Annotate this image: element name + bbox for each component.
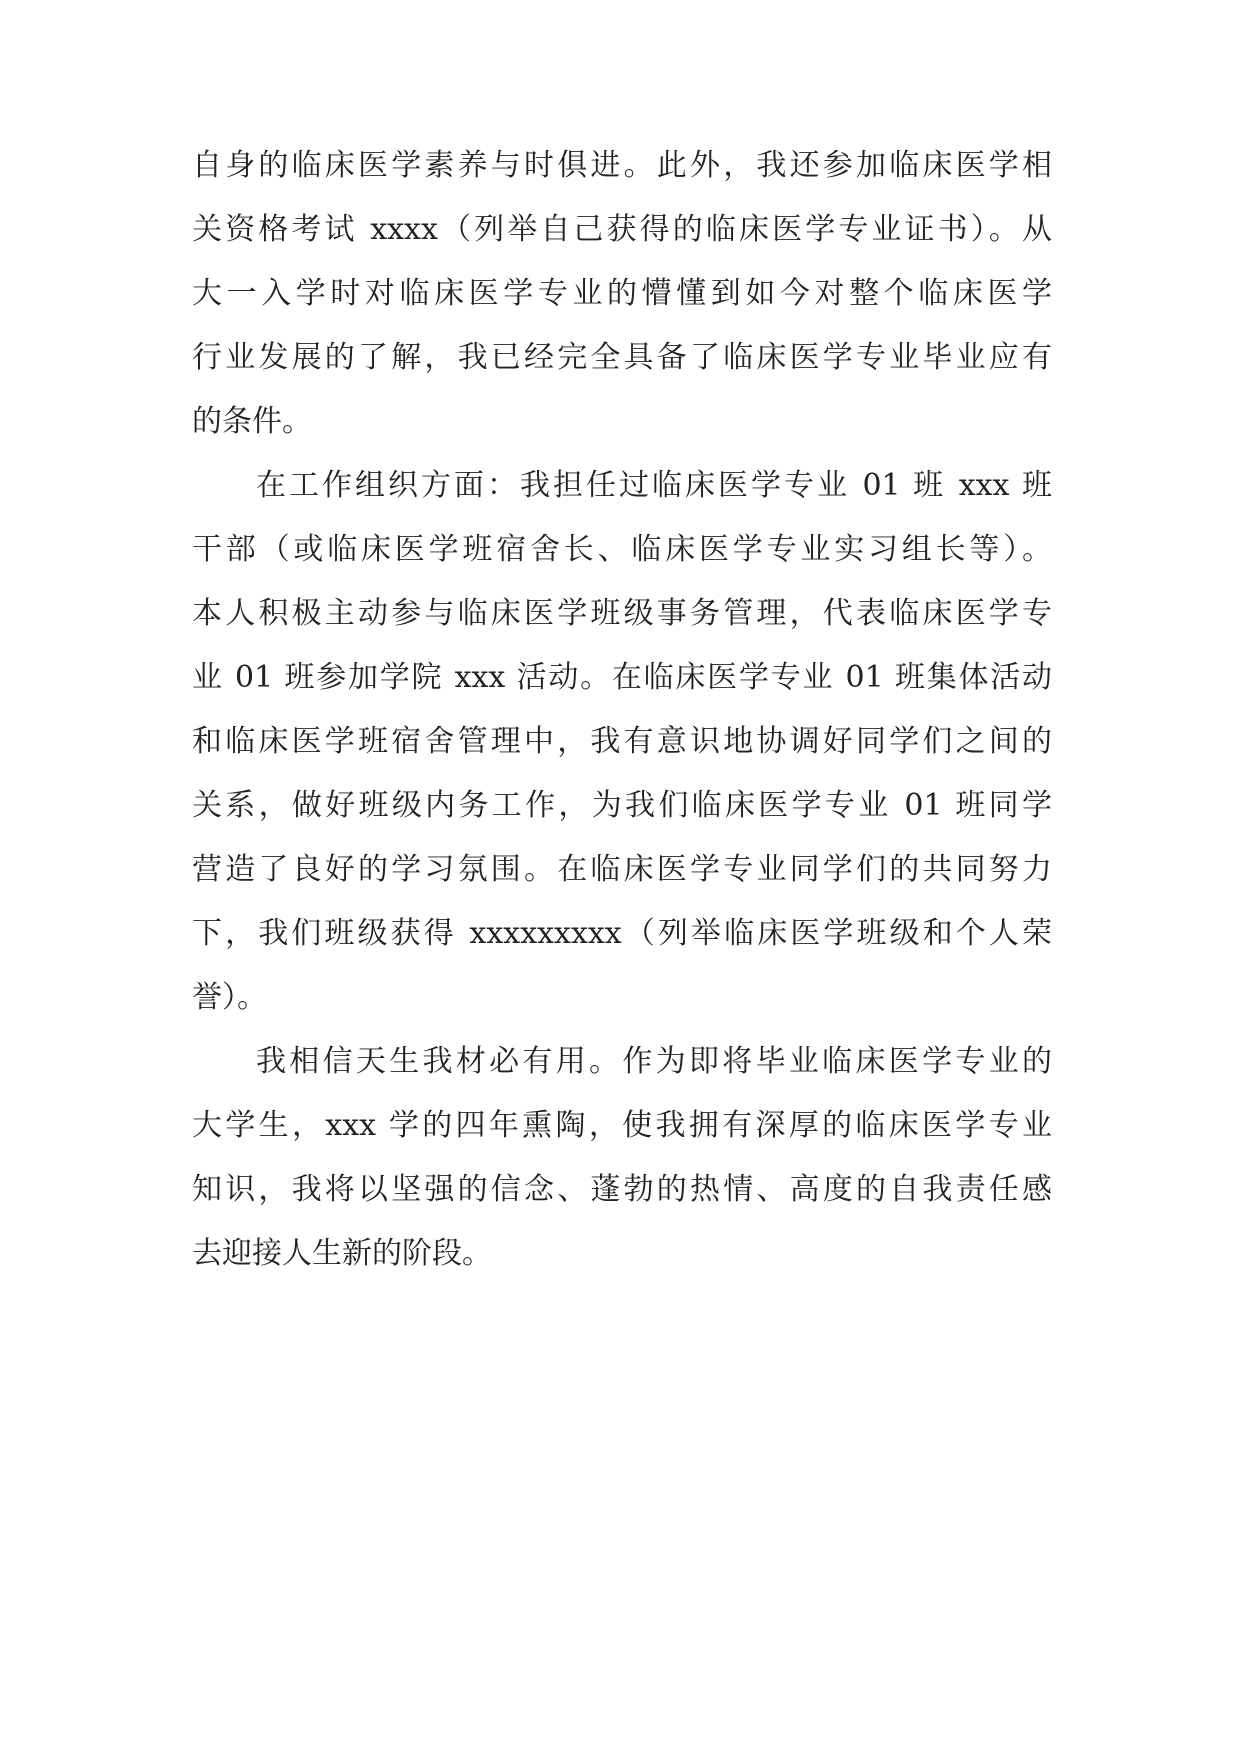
paragraph-2-line-1: 在工作组织方面：我担任过临床医学专业 01 班 xxx 班 [256, 468, 1052, 503]
paragraph-2-line-5: 和临床医学班宿舍管理中，我有意识地协调好同学们之间的 [192, 724, 1052, 759]
paragraph-1-line-1: 自身的临床医学素养与时俱进。此外，我还参加临床医学相 [192, 148, 1052, 183]
paragraph-1-line-2: 关资格考试 xxxx（列举自己获得的临床医学专业证书）。从 [192, 212, 1052, 247]
paragraph-2-line-8: 下，我们班级获得 xxxxxxxxx（列举临床医学班级和个人荣 [192, 916, 1052, 951]
paragraph-2-line-3: 本人积极主动参与临床医学班级事务管理，代表临床医学专 [192, 596, 1052, 631]
paragraph-2-line-7: 营造了良好的学习氛围。在临床医学专业同学们的共同努力 [192, 852, 1052, 887]
paragraph-1-line-5: 的条件。 [192, 404, 312, 439]
paragraph-1-line-3: 大一入学时对临床医学专业的懵懂到如今对整个临床医学 [192, 276, 1052, 311]
paragraph-3-line-4: 去迎接人生新的阶段。 [192, 1236, 492, 1271]
paragraph-2-line-6: 关系，做好班级内务工作，为我们临床医学专业 01 班同学 [192, 788, 1052, 823]
paragraph-2-line-2: 干部（或临床医学班宿舍长、临床医学专业实习组长等）。 [192, 532, 1052, 567]
paragraph-2-line-9: 誉）。 [192, 980, 267, 1015]
paragraph-1-line-4: 行业发展的了解，我已经完全具备了临床医学专业毕业应有 [192, 340, 1052, 375]
paragraph-3-line-2: 大学生，xxx 学的四年熏陶，使我拥有深厚的临床医学专业 [192, 1108, 1052, 1143]
paragraph-3-line-3: 知识，我将以坚强的信念、蓬勃的热情、高度的自我责任感 [192, 1172, 1052, 1207]
paragraph-2-line-4: 业 01 班参加学院 xxx 活动。在临床医学专业 01 班集体活动 [192, 660, 1052, 695]
paragraph-3-line-1: 我相信天生我材必有用。作为即将毕业临床医学专业的 [256, 1044, 1052, 1079]
